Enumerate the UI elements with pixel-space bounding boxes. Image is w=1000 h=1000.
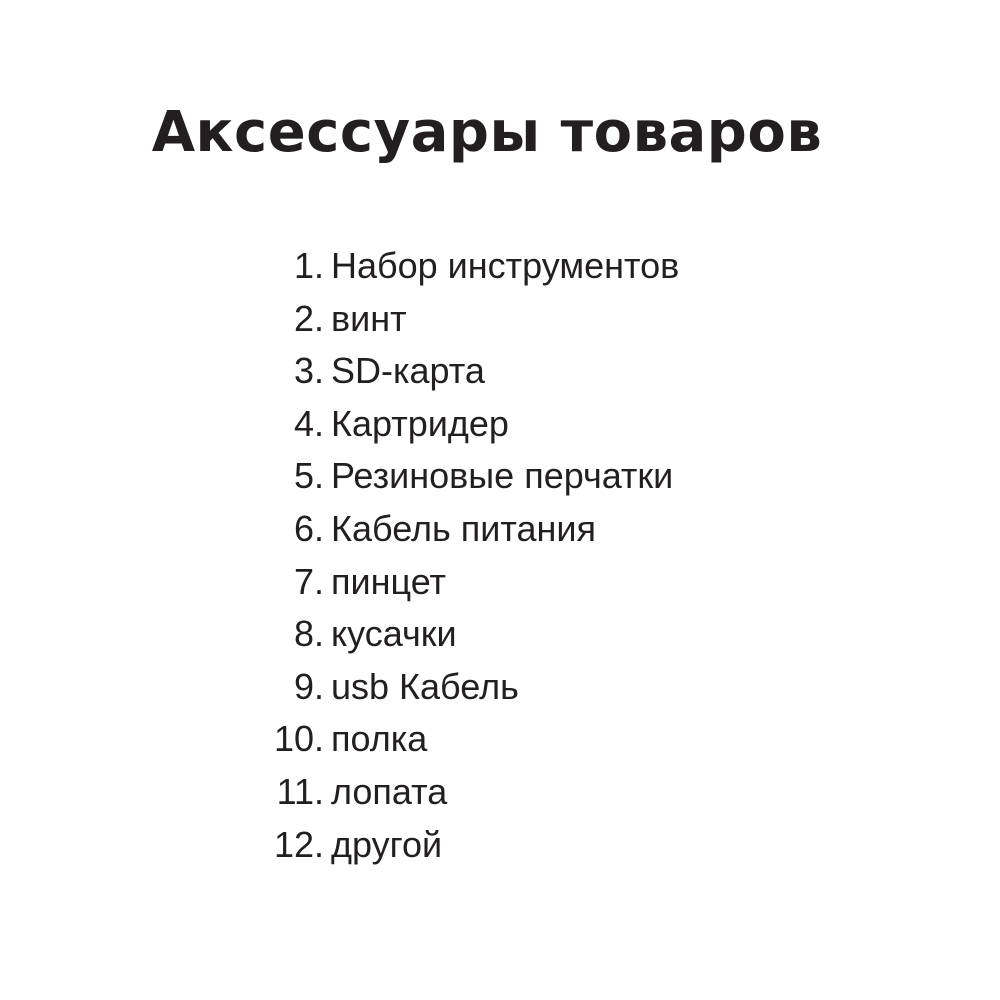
list-item bbox=[268, 713, 679, 766]
list-item bbox=[268, 293, 679, 346]
item-label: SD-карта bbox=[331, 350, 485, 392]
item-number: 4. bbox=[293, 402, 324, 444]
item-number: 7. bbox=[293, 560, 324, 602]
list-item bbox=[268, 345, 679, 398]
item-label: пинцет bbox=[331, 560, 447, 602]
list-item bbox=[268, 661, 679, 714]
accessories-list bbox=[268, 240, 679, 871]
item-number: 11. bbox=[276, 770, 324, 812]
item-label: другой bbox=[331, 823, 443, 865]
item-number: 10. bbox=[273, 718, 324, 760]
list-item bbox=[268, 503, 679, 556]
item-number: 8. bbox=[293, 613, 324, 655]
item-number: 3. bbox=[293, 350, 324, 392]
item-label: Резиновые перчатки bbox=[331, 455, 674, 497]
item-label: Кабель питания bbox=[331, 507, 596, 549]
item-label: винт bbox=[331, 297, 407, 339]
item-label: Набор инструментов bbox=[331, 245, 680, 286]
item-label: кусачки bbox=[331, 613, 457, 655]
item-label: usb Кабель bbox=[331, 665, 519, 707]
item-number: 2. bbox=[293, 297, 324, 339]
item-label: Картридер bbox=[331, 402, 509, 444]
item-number: 6. bbox=[293, 507, 324, 549]
page-title: Аксессуары товаров bbox=[151, 100, 823, 165]
list-item bbox=[268, 608, 679, 661]
list-item bbox=[268, 450, 679, 503]
item-number: 1. bbox=[293, 245, 324, 286]
list-item bbox=[268, 240, 679, 293]
item-number: 5. bbox=[293, 455, 324, 497]
item-number: 12. bbox=[273, 823, 324, 865]
item-label: лопата bbox=[331, 770, 448, 812]
list-item bbox=[268, 398, 679, 451]
item-label: полка bbox=[331, 718, 428, 760]
list-item bbox=[268, 556, 679, 609]
list-item bbox=[268, 766, 679, 819]
list-item bbox=[268, 819, 679, 872]
item-number: 9. bbox=[293, 665, 324, 707]
